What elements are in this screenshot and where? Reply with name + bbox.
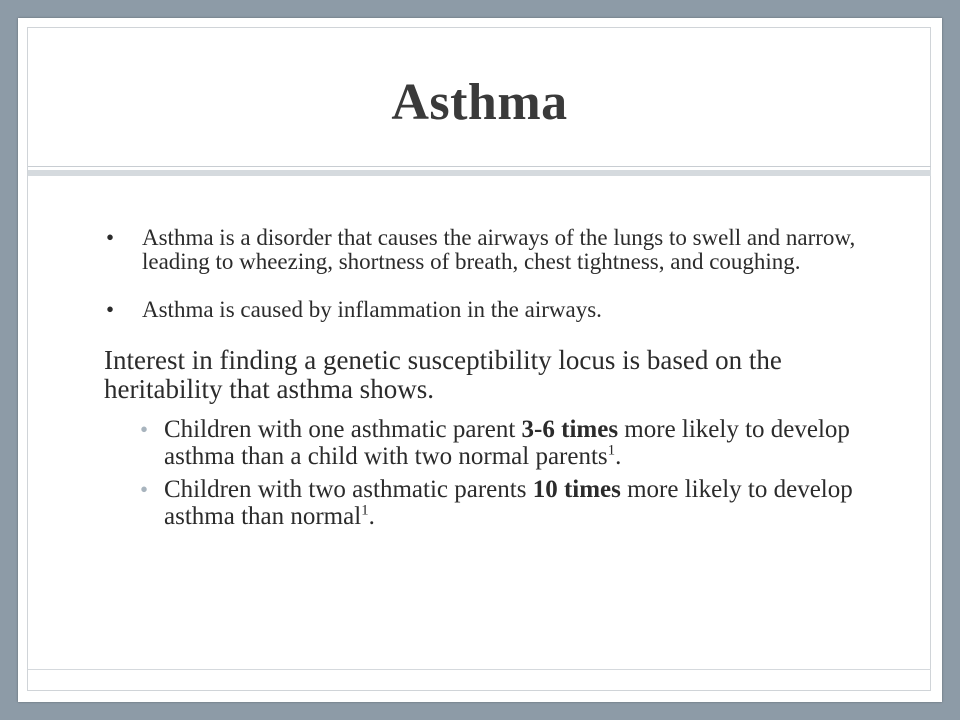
title-area <box>28 28 931 176</box>
bullet-item <box>104 298 864 322</box>
footnote-ref: 1 <box>607 442 616 459</box>
sub-bullet-text-before: Children with one asthmatic parent <box>164 416 522 443</box>
sub-bullet-item <box>104 416 864 470</box>
bullet-text: Asthma is caused by inflammation in the airways. <box>142 297 602 322</box>
slide-title: Asthma <box>391 73 568 131</box>
sub-bullet-item <box>104 476 864 530</box>
body-paragraph: Interest in finding a genetic susceptibility locus is based on the heritability that asthma shows. <box>104 345 782 404</box>
bullet-item <box>104 226 864 274</box>
sub-bullet-dot-icon: • <box>140 417 149 442</box>
bullet-dot-icon: • <box>106 297 115 322</box>
sub-bullet-emphasis: 3-6 times <box>521 416 619 443</box>
slide <box>18 18 942 702</box>
title-divider-thin <box>28 166 931 167</box>
sub-bullet-dot-icon: • <box>140 477 149 502</box>
bullet-dot-icon: • <box>106 225 115 250</box>
sub-bullet-emphasis: 10 times <box>532 476 621 503</box>
sub-bullet-end: . <box>615 443 622 470</box>
sub-bullet-end: . <box>368 503 375 530</box>
title-divider <box>28 170 931 176</box>
sub-bullet-text-before: Children with two asthmatic parents <box>164 476 533 503</box>
bullet-text: Asthma is a disorder that causes the airways of the lungs to swell and narrow, leading to wheezing, shortness of breath, chest tightness, and coughing. <box>142 225 856 274</box>
sub-bullet-text-after: more likely to develop asthma than normal <box>164 476 853 530</box>
footer-divider <box>28 669 931 670</box>
sub-bullet-text-after: more likely to develop asthma than a child with two normal parents <box>164 416 850 470</box>
slide-content <box>104 226 864 536</box>
footnote-ref: 1 <box>361 502 369 519</box>
